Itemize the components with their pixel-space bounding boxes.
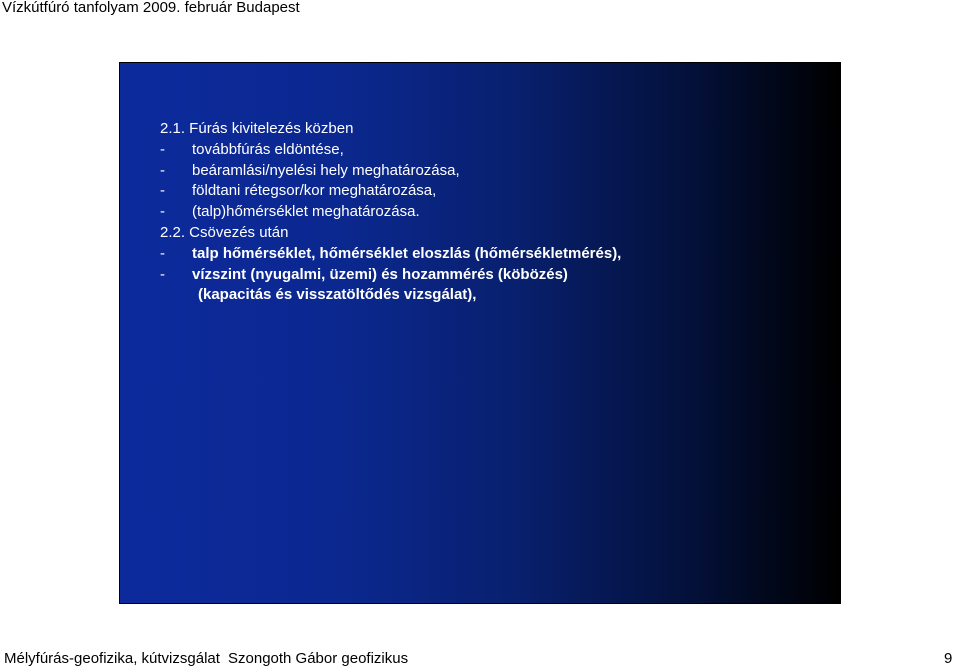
list-dash: -: [160, 203, 165, 221]
section2-continuation: (kapacitás és visszatöltődés vizsgálat),: [198, 286, 477, 304]
list-dash: -: [160, 182, 165, 200]
list-dash: -: [160, 161, 165, 179]
footer-course-title: Mélyfúrás-geofizika, kútvizsgálat: [4, 650, 220, 667]
header-title: Vízkútfúró tanfolyam 2009. február Budapest: [2, 0, 300, 16]
section1-item-3: földtani rétegsor/kor meghatározása,: [192, 182, 437, 200]
page-number: 9: [944, 650, 953, 667]
list-dash: -: [160, 265, 165, 283]
section1-item-2: beáramlási/nyelési hely meghatározása,: [192, 161, 460, 179]
section2-item-2: vízszint (nyugalmi, üzemi) és hozammérés (köbözés): [192, 265, 568, 283]
list-dash: -: [160, 244, 165, 262]
list-dash: -: [160, 140, 165, 158]
section2-heading: 2.2. Csövezés után: [160, 223, 289, 241]
section2-item-1: talp hőmérséklet, hőmérséklet eloszlás (hőmérsékletmérés),: [192, 244, 622, 262]
slide-panel: [119, 62, 841, 604]
section1-heading: 2.1. Fúrás kivitelezés közben: [160, 120, 354, 137]
section1-item-1: továbbfúrás eldöntése,: [192, 140, 344, 158]
footer-author: Szongoth Gábor geofizikus: [228, 650, 409, 667]
section1-item-4: (talp)hőmérséklet meghatározása.: [192, 203, 420, 221]
